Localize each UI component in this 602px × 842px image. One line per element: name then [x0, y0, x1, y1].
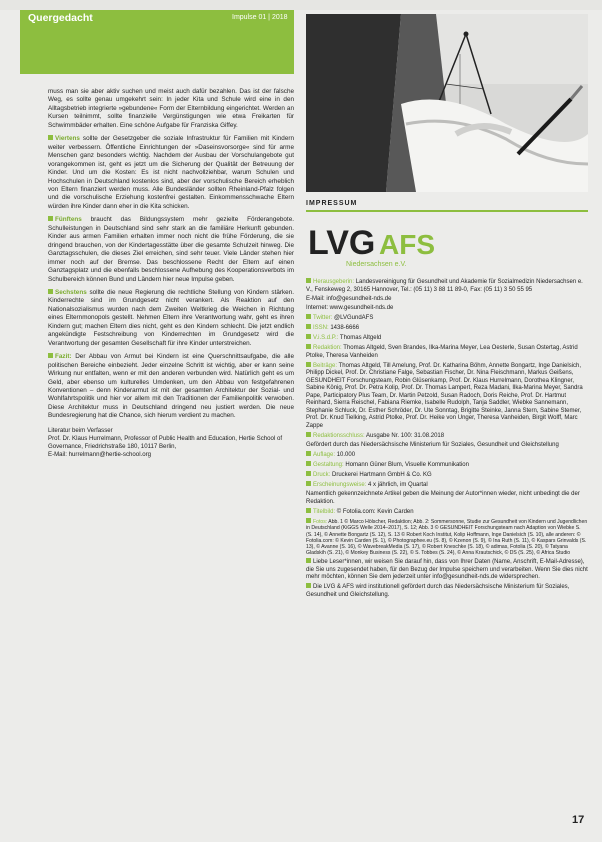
paragraph-text: Der Abbau von Armut bei Kindern ist eine Querschnittsaufgabe, die alle politischen Bereiche einbezieht. Jeder einzelne Schritt ist wichtig, aber er kann seine Wirkung nur entfalten, wenn er mit den anderen verbunden wird. Natürlich geht es um Geld, aber ebenso um kulturelles Umdenken, um den Abbau von festgefahrenen Konventionen – denn Kinderarmut ist mit der gesamten Architektur der Sozial- und Wohlfahrtspolitik und hier vor allem mit den Traditionen der Familienpolitik verwoben. Diese Architektur muss in Deutschland dringend neu justiert werden. Die neue Bundesregierung hat die Chance, sich hierum verdient zu machen. [48, 353, 294, 420]
impressum-entry-1: E-Mail: info@gesundheit-nds.de [306, 295, 392, 302]
issue-label: Impulse 01 | 2018 [232, 14, 288, 21]
impressum-entry-8: Redaktionsschluss: Ausgabe Nr. 100: 31.08.2018 [306, 432, 588, 441]
bullet-square-icon [306, 432, 311, 437]
hand-drawing-photo [306, 14, 588, 192]
svg-text:AFS: AFS [379, 229, 435, 260]
impressum-entry-4: ISSN: 1438-6666 [306, 324, 588, 333]
author-block [48, 427, 294, 460]
paragraph-lead: Viertens [55, 135, 80, 143]
bullet-square-icon [306, 278, 311, 283]
article-paragraph-6 [48, 289, 294, 348]
impressum-entry-11: Gestaltung: Homann Güner Blum, Visuelle Kommunikation [306, 461, 588, 470]
section-label: Quergedacht [28, 12, 93, 24]
bullet-square-icon [306, 558, 311, 563]
impressum-entry-5: V.i.S.d.P.: Thomas Altgeld [306, 334, 588, 343]
bullet-square-icon [306, 518, 311, 523]
paragraph-lead: Fazit: [55, 353, 72, 361]
bullet-square-icon [306, 508, 311, 513]
article-paragraph-4 [48, 135, 294, 211]
impressum-entry-3: Twitter: @LVGundAFS [306, 314, 588, 323]
bullet-square-icon [306, 471, 311, 476]
section-header-bar [20, 10, 294, 28]
bullet-square-icon [306, 451, 311, 456]
bullet-square-icon [306, 583, 311, 588]
bullet-square-icon [306, 334, 311, 339]
paragraph-text: sollte der Gesetzgeber die soziale Infrastruktur für Familien mit Kindern weiter verbessern. Öffentliche Einrichtungen der »Daseinsvorsorge« sind für arme Menschen ganz besonders wichtig. Nachdem der Ausbau der Vorschulangebote gut vorangekommen ist, geht es jetzt um die Sicherung der Qualität der Betreuung der Kinder. Und um die Kosten: Es ist nicht nachvollziehbar, warum Schulen und Hochschulen in Deutschland kostenlos sind, aber der vorschulische Bereich erheblich von Eltern finanziert werden muss. Alle Bundesländer sollten Rheinland-Pfalz folgen und die vorschulische Erziehung kostenfrei gestalten. Einkommensschwache Eltern würden ihre Kinder dann eher in die Kita schicken. [48, 135, 294, 210]
photo-credits: Fotos: Abb. 1 © Marco Hölscher, Redaktion; Abb. 2: Sommersonne, Studie zur Gesundheit von Kindern und Jugendlichen in Deutschland (KiGGS Welle 2014–2017), S. 12; Abb. 3 © GESUNDHEIT Forschungsteam nach Adaption von Wiebke S. (S. 14), © Annette Bongartz (S. 12), S. 13 © Robert Koch Institut, Kolip Hoffmann, Inge Danielsich (S. 10), alle anderen: © Fotolia.com: © Kevin Carden (S. 1), © Photographee.eu (S. 8), © Kzenon (S. 9), © Ina Ruth (S. 11), © Kaspars Grinvalds (S. 13), © Avanne (S. 16), © WavebreakMedia (S. 17), © Robert Kneschke (S. 18), © adimas, Fotolia (S. 20), © Tatyana Gladskih (S. 21), © Monkey Business (S. 22), © S. Tobbes (S. 24), © Anna Krautschick, © DS (S. 25), © Africa Studio [306, 519, 588, 557]
paragraph-lead: Fünftens [55, 216, 82, 224]
bullet-square-icon [48, 289, 53, 294]
lvg-afs-logo-icon [306, 214, 436, 270]
bullet-square-icon [306, 362, 311, 367]
bullet-square-icon [306, 481, 311, 486]
paragraph-lead: Sechstens [55, 288, 87, 296]
impressum-title: IMPRESSUM [306, 200, 358, 207]
impressum-rule [306, 210, 588, 212]
lvg-afs-logo [306, 214, 436, 270]
paragraph-text: sollte die neue Regierung die rechtliche Stellung von Kindern stärken. Kinderrechte sind im Grundgesetz nicht verankert. Als Reaktion auf den Nationalsozialismus wurden nach dem Zweiten Weltkrieg die Weichen in Richtung eines Elternmonopols gestellt. Nehmen Eltern ihre Verantwortung wahr, geht es ihren Kindern gut; machen Eltern dies nicht, geht es den Kindern schlecht. Die jetzt endlich angekündigte Festschreibung von Kinderrechten im Grundgesetz wird die Verantwortung der gesamten Gesellschaft für ihre Kinder unterstreichen. [48, 288, 294, 347]
paragraph-text: braucht das Bildungssystem mehr gezielte Förderangebote. Schulleistungen in Deutschland sind sehr stark an die familiäre Herkunft gebunden. Kinder aus armen Familien erhalten immer noch nicht die frühe Förderung, die sie dringend brauchen, von der Kindertagesstätte über die gesamte Schulzeit hinweg. Die Ganztagsschulen, die dieses Ziel erreichen, sind sehr teuer. Viele Länder stehen hier immer noch auf der Bremse. Das beschlossene Recht der Eltern auf einen Ganztagsplatz und die ebenfalls beschlossene Aufhebung des Kooperationsverbots im Schulbereich können Bund und Ländern hier neue Impulse geben. [48, 216, 294, 283]
svg-text:Niedersachsen e.V.: Niedersachsen e.V. [346, 261, 407, 268]
impressum-entry-9: Gefördert durch das Niedersächsische Ministerium für Soziales, Gesundheit und Gleichstellung [306, 441, 559, 448]
svg-text:LVG: LVG [308, 224, 376, 262]
impressum-entry-6: Redaktion: Thomas Altgeld, Sven Brandes, Ilka-Marina Meyer, Lea Oesterle, Susan Ostertag, Astrid Ptolke, Theresa Vanheiden [306, 345, 578, 359]
article-column [48, 88, 294, 460]
literature-note: Literatur beim Verfasser [48, 426, 113, 434]
bullet-square-icon [306, 461, 311, 466]
impressum-entry-15: Titelbild: © Fotolia.com: Kevin Carden [306, 508, 588, 517]
author-email: E-Mail: hurrelmann@hertie-school.org [48, 451, 152, 459]
green-block [20, 28, 294, 74]
pen-hand-illustration [306, 14, 588, 192]
top-strip [0, 0, 602, 10]
bullet-square-icon [306, 324, 311, 329]
article-paragraph-7 [48, 353, 294, 421]
impressum-column [306, 278, 588, 601]
page-number: 17 [572, 814, 585, 826]
author-info: Prof. Dr. Klaus Hurrelmann, Professor of Public Health and Education, Hertie School of Governance, Friedrichstraße 180, 10117 Berlin, [48, 434, 283, 451]
article-intro: muss man sie aber aktiv suchen und meist auch dafür bezahlen. Das ist der falsche Weg, es sollte genau umgekehrt sein: In jeder Kita und Schule wird eine in den Alltagsbetrieb integrierte »gebundene« Form der Elternbildung eingerichtet. Werden an Kursen teilnimmt, sollte finanzielle Vergünstigungen wie etwa Freikarten für Schwimmbäder erhalten. Eine schöne Aufgabe für Franziska Giffey. [48, 88, 294, 129]
impressum-entry-13: Erscheinungsweise: 4 x jährlich, im Quartal [306, 481, 588, 490]
impressum-entry-12: Druck: Druckerei Hartmann GmbH & Co. KG [306, 471, 588, 480]
article-paragraph-5 [48, 216, 294, 284]
impressum-entry-0: Herausgeberin: Landesvereinigung für Gesundheit und Akademie für Sozialmedizin Niedersachsen e. V., Fenskeweg 2, 30165 Hannover, Tel.: (05 11) 3 88 11 89-0, Fax: (05 11) 3 50 55 95 [306, 279, 583, 293]
bullet-square-icon [48, 216, 53, 221]
funding-notice: Die LVG & AFS wird institutionell gefördert durch das Niedersächsische Ministerium für Soziales, Gesundheit und Gleichstellung. [306, 584, 570, 598]
impressum-entry-14: Namentlich gekennzeichnete Artikel geben die Meinung der Autor*innen wieder, nicht unbedingt die der Redaktion. [306, 491, 580, 505]
impressum-entry-10: Auflage: 10.000 [306, 451, 588, 460]
impressum-entry-7: Beiträge: Thomas Altgeld, Till Amelung, Prof. Dr. Katharina Böhm, Annette Bongartz, Inge Danielsich, Philipp Dickel, Prof. Dr. Christiane Falge, Sebastian Fischer, Dr. Nina Fleischmann, Markus Geißens, GESUNDHEIT Forschungsteam, Robin Glüsenkamp, Prof. Dr. Klaus Hurrelmann, Dorothea Klingner, Sabine König, Prof. Dr. Petra Kolip, Prof. Dr. Thomas Lampert, Reza Madani, Ilka-Marina Meyer, Sandra Pape, Participatory Plus Team, Dr. Martin Petzold, Susan Radoch, Doris Reiche, Prof. Dr. Hartmut Reinhard, Sierra Reischel, Fabiana Riemke, Isabelle Rudolph, Tanja Saddler, Wiebke Sannemann, Stephanie Schluck, Dr. Esther Schröder, Dr. Ute Sonntag, Brigitte Steinke, Janna Stern, Sabine Stemer, Prof. Dr. Knud Tielking, Astrid Ptolke, Prof. Dr. Heike von Unger, Theresa Vanheiden, Birgit Wolff, Marc Zappe [306, 362, 583, 429]
privacy-notice: Liebe Leser*innen, wir weisen Sie darauf hin, dass von Ihrer Daten (Name, Anschrift, E-Mail-Adresse), die Sie uns zugesendet haben, für den Bezug der Impulse speichern und verarbeiten. Wenn Sie dies nicht mehr möchten, können Sie dem jederzeit unter info@gesundheit-nds.de widersprechen. [306, 559, 588, 581]
impressum-entry-2: Internet: www.gesundheit-nds.de [306, 304, 394, 311]
bullet-square-icon [48, 135, 53, 140]
bullet-square-icon [306, 314, 311, 319]
bullet-square-icon [48, 353, 53, 358]
bullet-square-icon [306, 344, 311, 349]
